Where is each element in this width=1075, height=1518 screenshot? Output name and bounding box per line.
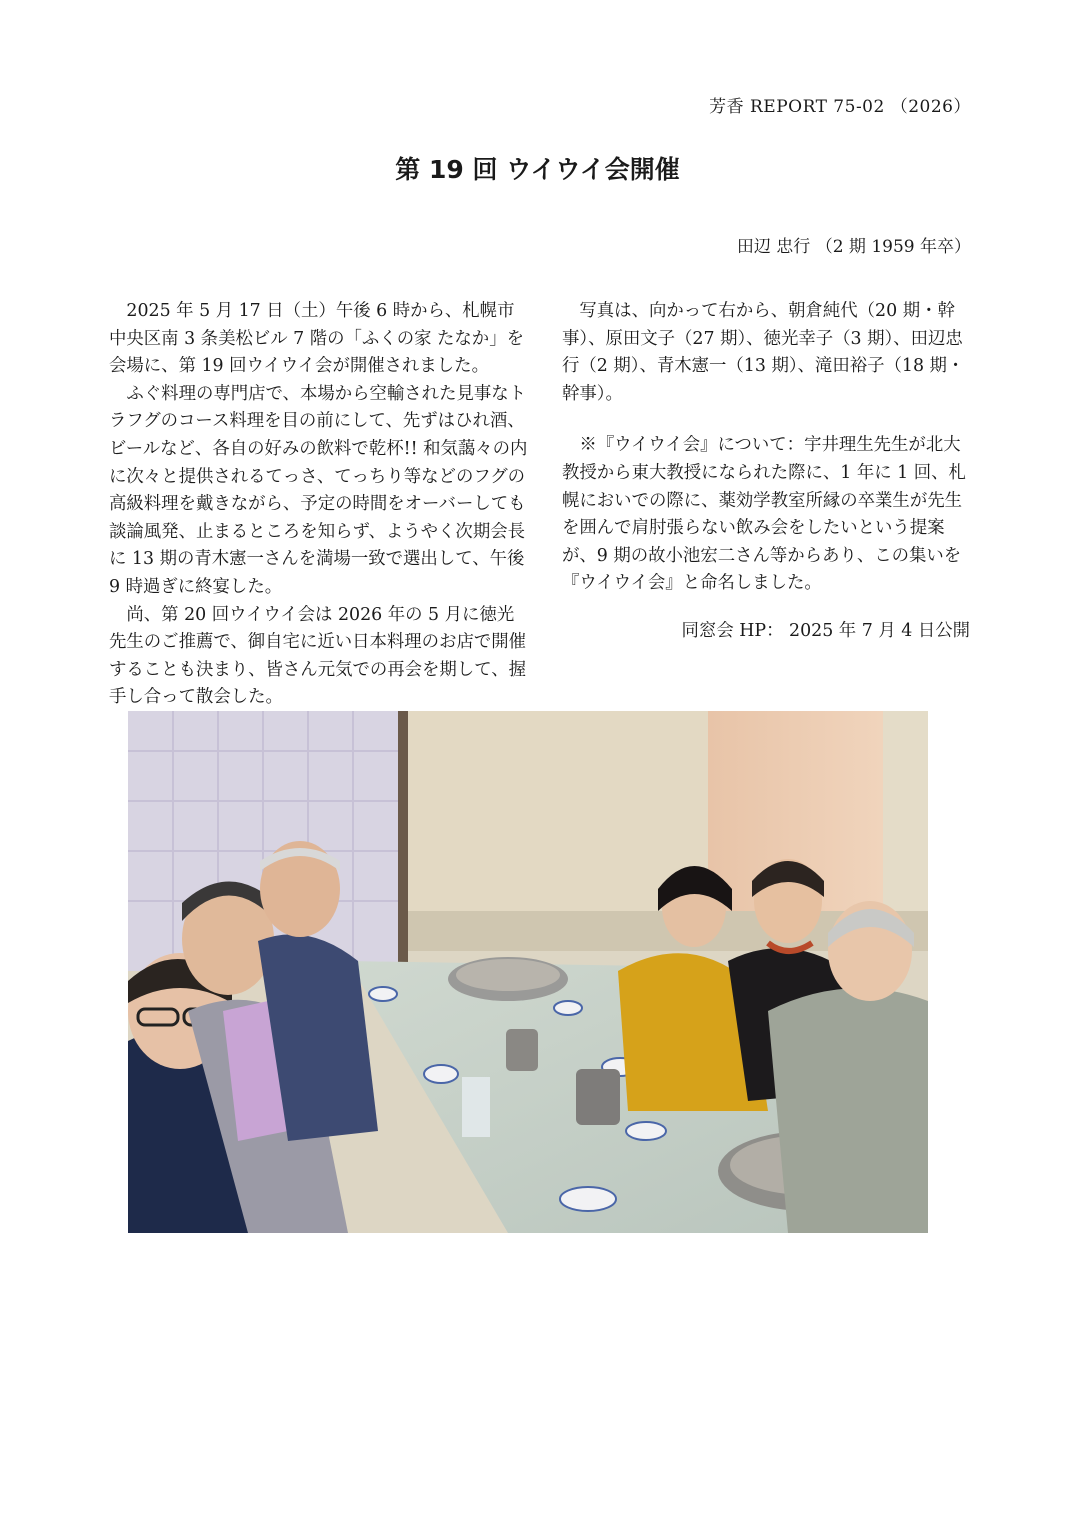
article-author: 田辺 忠行 （2 期 1959 年卒）	[736, 237, 971, 257]
about-note: ※『ウイウイ会』について：宇井理生先生が北大教授から東大教授になられた際に、1 年に 1 回、札幌においでの際に、薬効学教室所縁の卒業生が先生を囲んで肩肘張らない飲み会をしたいという提案が、9 期の故小池宏二さん等からあり、この集いを『ウイウイ会』と命名しました。	[562, 435, 966, 594]
group-photo	[128, 711, 928, 1233]
paragraph: 2025 年 5 月 17 日（土）午後 6 時から、札幌市中央区南 3 条美松ビル 7 階の「ふくの家 たなか」を会場に、第 19 回ウイウイ会が開催されました。	[109, 301, 524, 377]
paragraph: 尚、第 20 回ウイウイ会は 2026 年の 5 月に徳光先生のご推薦で、御自宅に近い日本料理のお店で開催することも決まり、皆さん元気での再会を期して、握手し合って散会した。	[109, 604, 527, 708]
report-number: 芳香 REPORT 75-02 （2026）	[709, 97, 971, 117]
left-column	[109, 298, 529, 712]
source-line: 同窓会 HP： 2025 年 7 月 4 日公開	[681, 620, 970, 641]
right-column	[562, 298, 974, 646]
article-title: 第 19 回 ウイウイ会開催	[395, 155, 680, 184]
photo-caption: 写真は、向かって右から、朝倉純代（20 期・幹事）、原田文子（27 期）、徳光幸子（3 期）、田辺忠行（2 期）、青木憲一（13 期）、滝田裕子（18 期・幹事）。	[562, 301, 965, 404]
paragraph: ふぐ料理の専門店で、本場から空輸された見事なトラフグのコース料理を目の前にして、先ずはひれ酒、ビールなど、各自の好みの飲料で乾杯!! 和気藹々の内に次々と提供されるてっさ、てっちり等などのフグの高級料理を戴きながら、予定の時間をオーバーしても談論風発、止まるところを知らず、ようやく次期会長に 13 期の青木憲一さんを満場一致で選出して、午後 9 時過ぎに終宴した。	[109, 383, 528, 597]
